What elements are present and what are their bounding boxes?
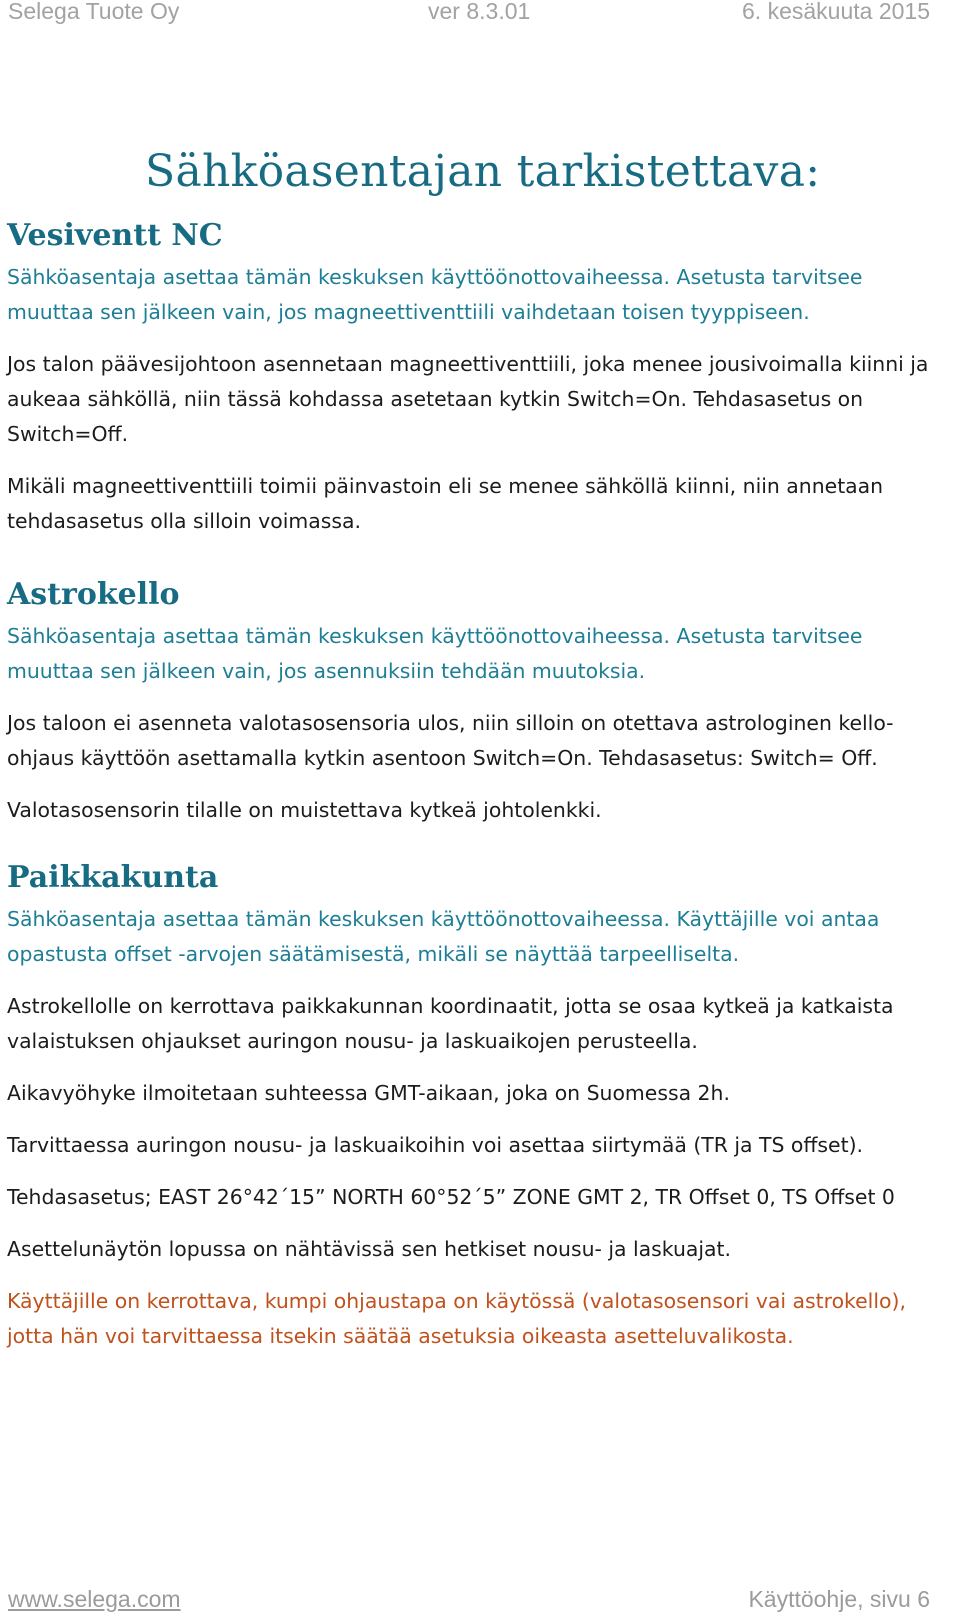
- section-intro: Sähköasentaja asettaa tämän keskuksen käyttöönottovaiheessa. Asetusta tarvitsee muuttaa sen jälkeen vain, jos magneettiventtiili vaihdetaan toisen tyyppiseen.: [7, 265, 863, 324]
- paragraph: Aikavyöhyke ilmoitetaan suhteessa GMT-aikaan, joka on Suomessa 2h.: [7, 1081, 730, 1105]
- section-heading: Paikkakunta: [7, 860, 219, 895]
- paragraph: Valotasosensorin tilalle on muistettava kytkeä johtolenkki.: [7, 798, 602, 822]
- section-heading: Astrokello: [7, 577, 180, 612]
- document-body: [7, 216, 952, 1354]
- paragraph: Jos taloon ei asenneta valotasosensoria ulos, niin silloin on otettava astrologinen kello-ohjaus käyttöön asettamalla kytkin asentoon Switch=On. Tehdasasetus: Switch= Off.: [7, 711, 894, 770]
- section-vesiventt: [7, 216, 952, 539]
- paragraph: Tarvittaessa auringon nousu- ja laskuaikoihin voi asettaa siirtymää (TR ja TS offset).: [7, 1133, 864, 1157]
- section-intro: Sähköasentaja asettaa tämän keskuksen käyttöönottovaiheessa. Asetusta tarvitsee muuttaa sen jälkeen vain, jos asennuksiin tehdään muutoksia.: [7, 624, 863, 683]
- header-company: Selega Tuote Oy: [8, 0, 180, 24]
- page-footer: [0, 1586, 960, 1622]
- header-version: ver 8.3.01: [428, 0, 531, 24]
- section-intro: Sähköasentaja asettaa tämän keskuksen käyttöönottovaiheessa. Käyttäjille voi antaa opastusta offset -arvojen säätämisestä, mikäli se näyttää tarpeelliselta.: [7, 907, 880, 966]
- header-date: 6. kesäkuuta 2015: [742, 0, 930, 24]
- section-heading: Vesiventt NC: [7, 218, 223, 253]
- paragraph: Asettelunäytön lopussa on nähtävissä sen hetkiset nousu- ja laskuajat.: [7, 1237, 732, 1261]
- paragraph: Jos talon päävesijohtoon asennetaan magneettiventtiili, joka menee jousivoimalla kiinni ja aukeaa sähköllä, niin tässä kohdassa asetetaan kytkin Switch=On. Tehdasasetus on Switch=Off.: [7, 352, 929, 446]
- section-astrokello: [7, 575, 952, 828]
- footer-website-link[interactable]: www.selega.com: [8, 1586, 181, 1612]
- user-note: Käyttäjille on kerrottava, kumpi ohjaustapa on käytössä (valotasosensori vai astrokello), jotta hän voi tarvittaessa itsekin säätää asetuksia oikeasta asetteluvalikosta.: [7, 1289, 906, 1348]
- page-header: [0, 0, 960, 30]
- footer-page-number: Käyttöohje, sivu 6: [748, 1586, 930, 1612]
- paragraph: Astrokellolle on kerrottava paikkakunnan koordinaatit, jotta se osaa kytkeä ja katkaista valaistuksen ohjaukset auringon nousu- ja laskuaikojen perusteella.: [7, 994, 894, 1053]
- section-paikkakunta: [7, 858, 952, 1354]
- paragraph: Tehdasasetus; EAST 26°42´15” NORTH 60°52´5” ZONE GMT 2, TR Offset 0, TS Offset 0: [7, 1185, 895, 1209]
- page-title: Sähköasentajan tarkistettava:: [145, 146, 821, 197]
- paragraph: Mikäli magneettiventtiili toimii päinvastoin eli se menee sähköllä kiinni, niin annetaan tehdasasetus olla silloin voimassa.: [7, 474, 884, 533]
